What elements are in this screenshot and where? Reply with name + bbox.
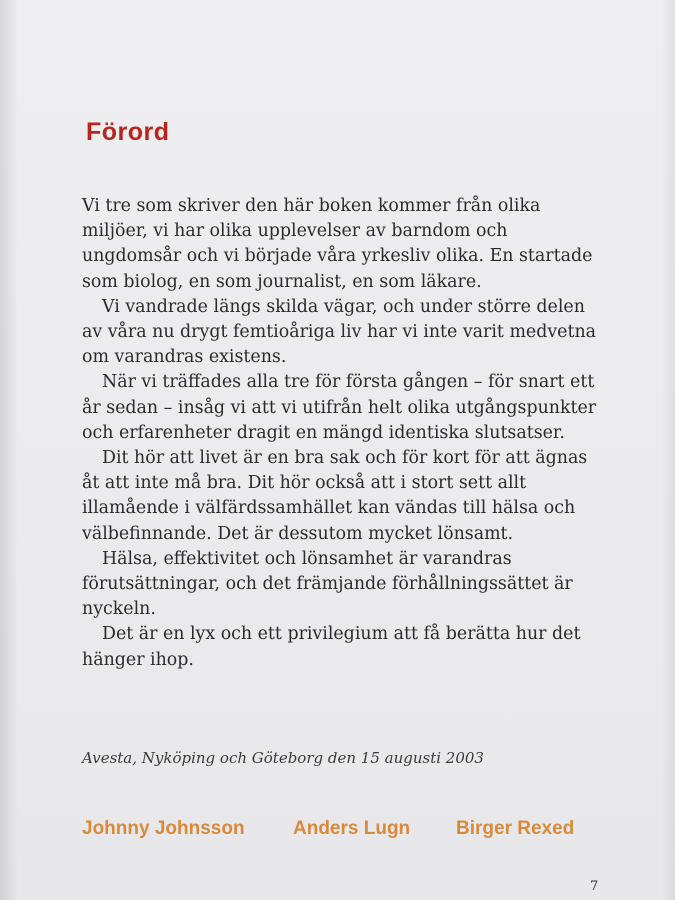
author-name: Birger Rexed: [456, 818, 575, 839]
page-number: 7: [590, 879, 599, 894]
author-name: Anders Lugn: [293, 818, 411, 839]
paragraph: Vi tre som skriver den här boken kommer från olika miljöer, vi har olika upplevelser av barndom och ungdomsår och vi började våra yrkesliv olika. En startade som biolog, en som journalist, en som läkare.: [82, 196, 593, 292]
paragraph: Vi vandrade längs skilda vägar, och under större delen av våra nu drygt femtioåriga liv har vi inte varit medvetna om varandras existens.: [82, 296, 597, 368]
author-name: Johnny Johnsson: [82, 818, 245, 839]
paragraph: Dit hör att livet är en bra sak och för kort för att ägnas åt att inte må bra. Dit hör också att i stort sett allt illamående i välfärdssamhället kan vändas till hälsa och välbefinnande. Det är dessutom mycket lönsamt.: [82, 448, 588, 544]
paragraph: Det är en lyx och ett privilegium att få berätta hur det hänger ihop.: [82, 624, 581, 670]
paragraph: När vi träffades alla tre för första gången – för snart ett år sedan – insåg vi att vi utifrån helt olika utgångspunkter och erfarenheter dragit en mängd identiska slutsatser.: [82, 372, 597, 443]
body-text: [82, 194, 602, 673]
dateline: Avesta, Nyköping och Göteborg den 15 augusti 2003: [82, 749, 484, 767]
page-title: Förord: [86, 118, 170, 146]
paragraph: Hälsa, effektivitet och lönsamhet är varandras förutsättningar, och det främjande förhållningssättet är nyckeln.: [82, 548, 573, 620]
